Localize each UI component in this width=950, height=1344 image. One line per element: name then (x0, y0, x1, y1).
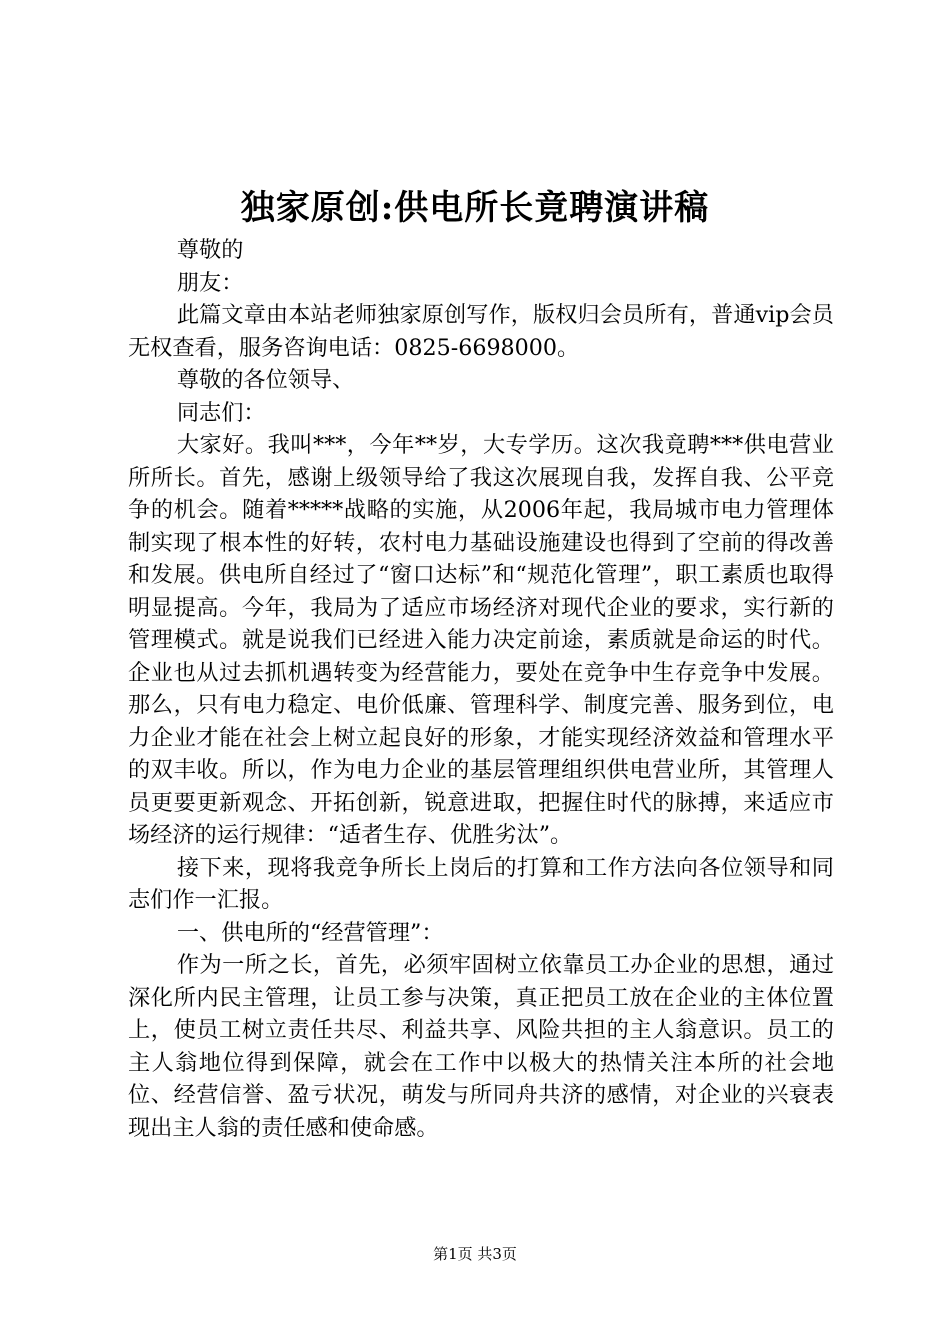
paragraph-salutation-1: 尊敬的 (176, 237, 244, 263)
paragraph-section-1: 作为一所之长，首先，必须牢固树立依靠员工办企业的思想，通过深化所内民主管理，让员工参与决策，真正把员工放在企业的主体位置上，使员工树立责任共尽、利益共享、风险共担的主人翁意识。员工的主人翁地位得到保障，就会在工作中以极大的热情关注本所的社会地位、经营信誉、盈亏状况，萌发与所同舟共济的感情，对企业的兴衰表现出主人翁的责任感和使命感。 (128, 952, 834, 1141)
paragraph-salutation-2: 朋友： (176, 269, 244, 296)
document-title: 独家原创:供电所长竟聘演讲稿 (240, 188, 710, 228)
page-number: 第1页 (433, 1245, 473, 1263)
section-heading-1: 一、供电所的“经营管理”： (176, 919, 444, 946)
paragraph-greeting-2: 同志们： (176, 399, 266, 426)
page-footer (0, 1244, 950, 1264)
document-body (128, 234, 834, 1144)
paragraph-copyright-notice: 此篇文章由本站老师独家原创写作，版权归会员所有，普通vip会员无权查看，服务咨询电话：0825-6698000。 (128, 302, 834, 361)
paragraph-greeting-1: 尊敬的各位领导、 (176, 367, 355, 393)
page-total: 共3页 (477, 1245, 517, 1263)
paragraph-introduction: 大家好。我叫***，今年**岁，大专学历。这次我竟聘***供电营业所所长。首先，感谢上级领导给了我这次展现自我，发挥自我、公平竞争的机会。随着*****战略的实施，从2006年起，我局城市电力管理体制实现了根本性的好转，农村电力基础设施建设也得到了空前的得改善和发展。供电所自经过了“窗口达标”和“规范化管理”，职工素质也取得明显提高。今年，我局为了适应市场经济对现代企业的要求，实行新的管理模式。就是说我们已经进入能力决定前途，素质就是命运的时代。企业也从过去抓机遇转变为经营能力，要处在竞争中生存竞争中发展。那么，只有电力稳定、电价低廉、管理科学、制度完善、服务到位，电力企业才能在社会上树立起良好的形象，才能实现经济效益和管理水平的双丰收。所以，作为电力企业的基层管理组织供电营业所，其管理人员更要更新观念、开拓创新，锐意进取，把握住时代的脉搏，来适应市场经济的运行规律：“适者生存、优胜劣汰”。 (128, 432, 834, 848)
paragraph-transition: 接下来，现将我竞争所长上岗后的打算和工作方法向各位领导和同志们作一汇报。 (128, 854, 834, 913)
